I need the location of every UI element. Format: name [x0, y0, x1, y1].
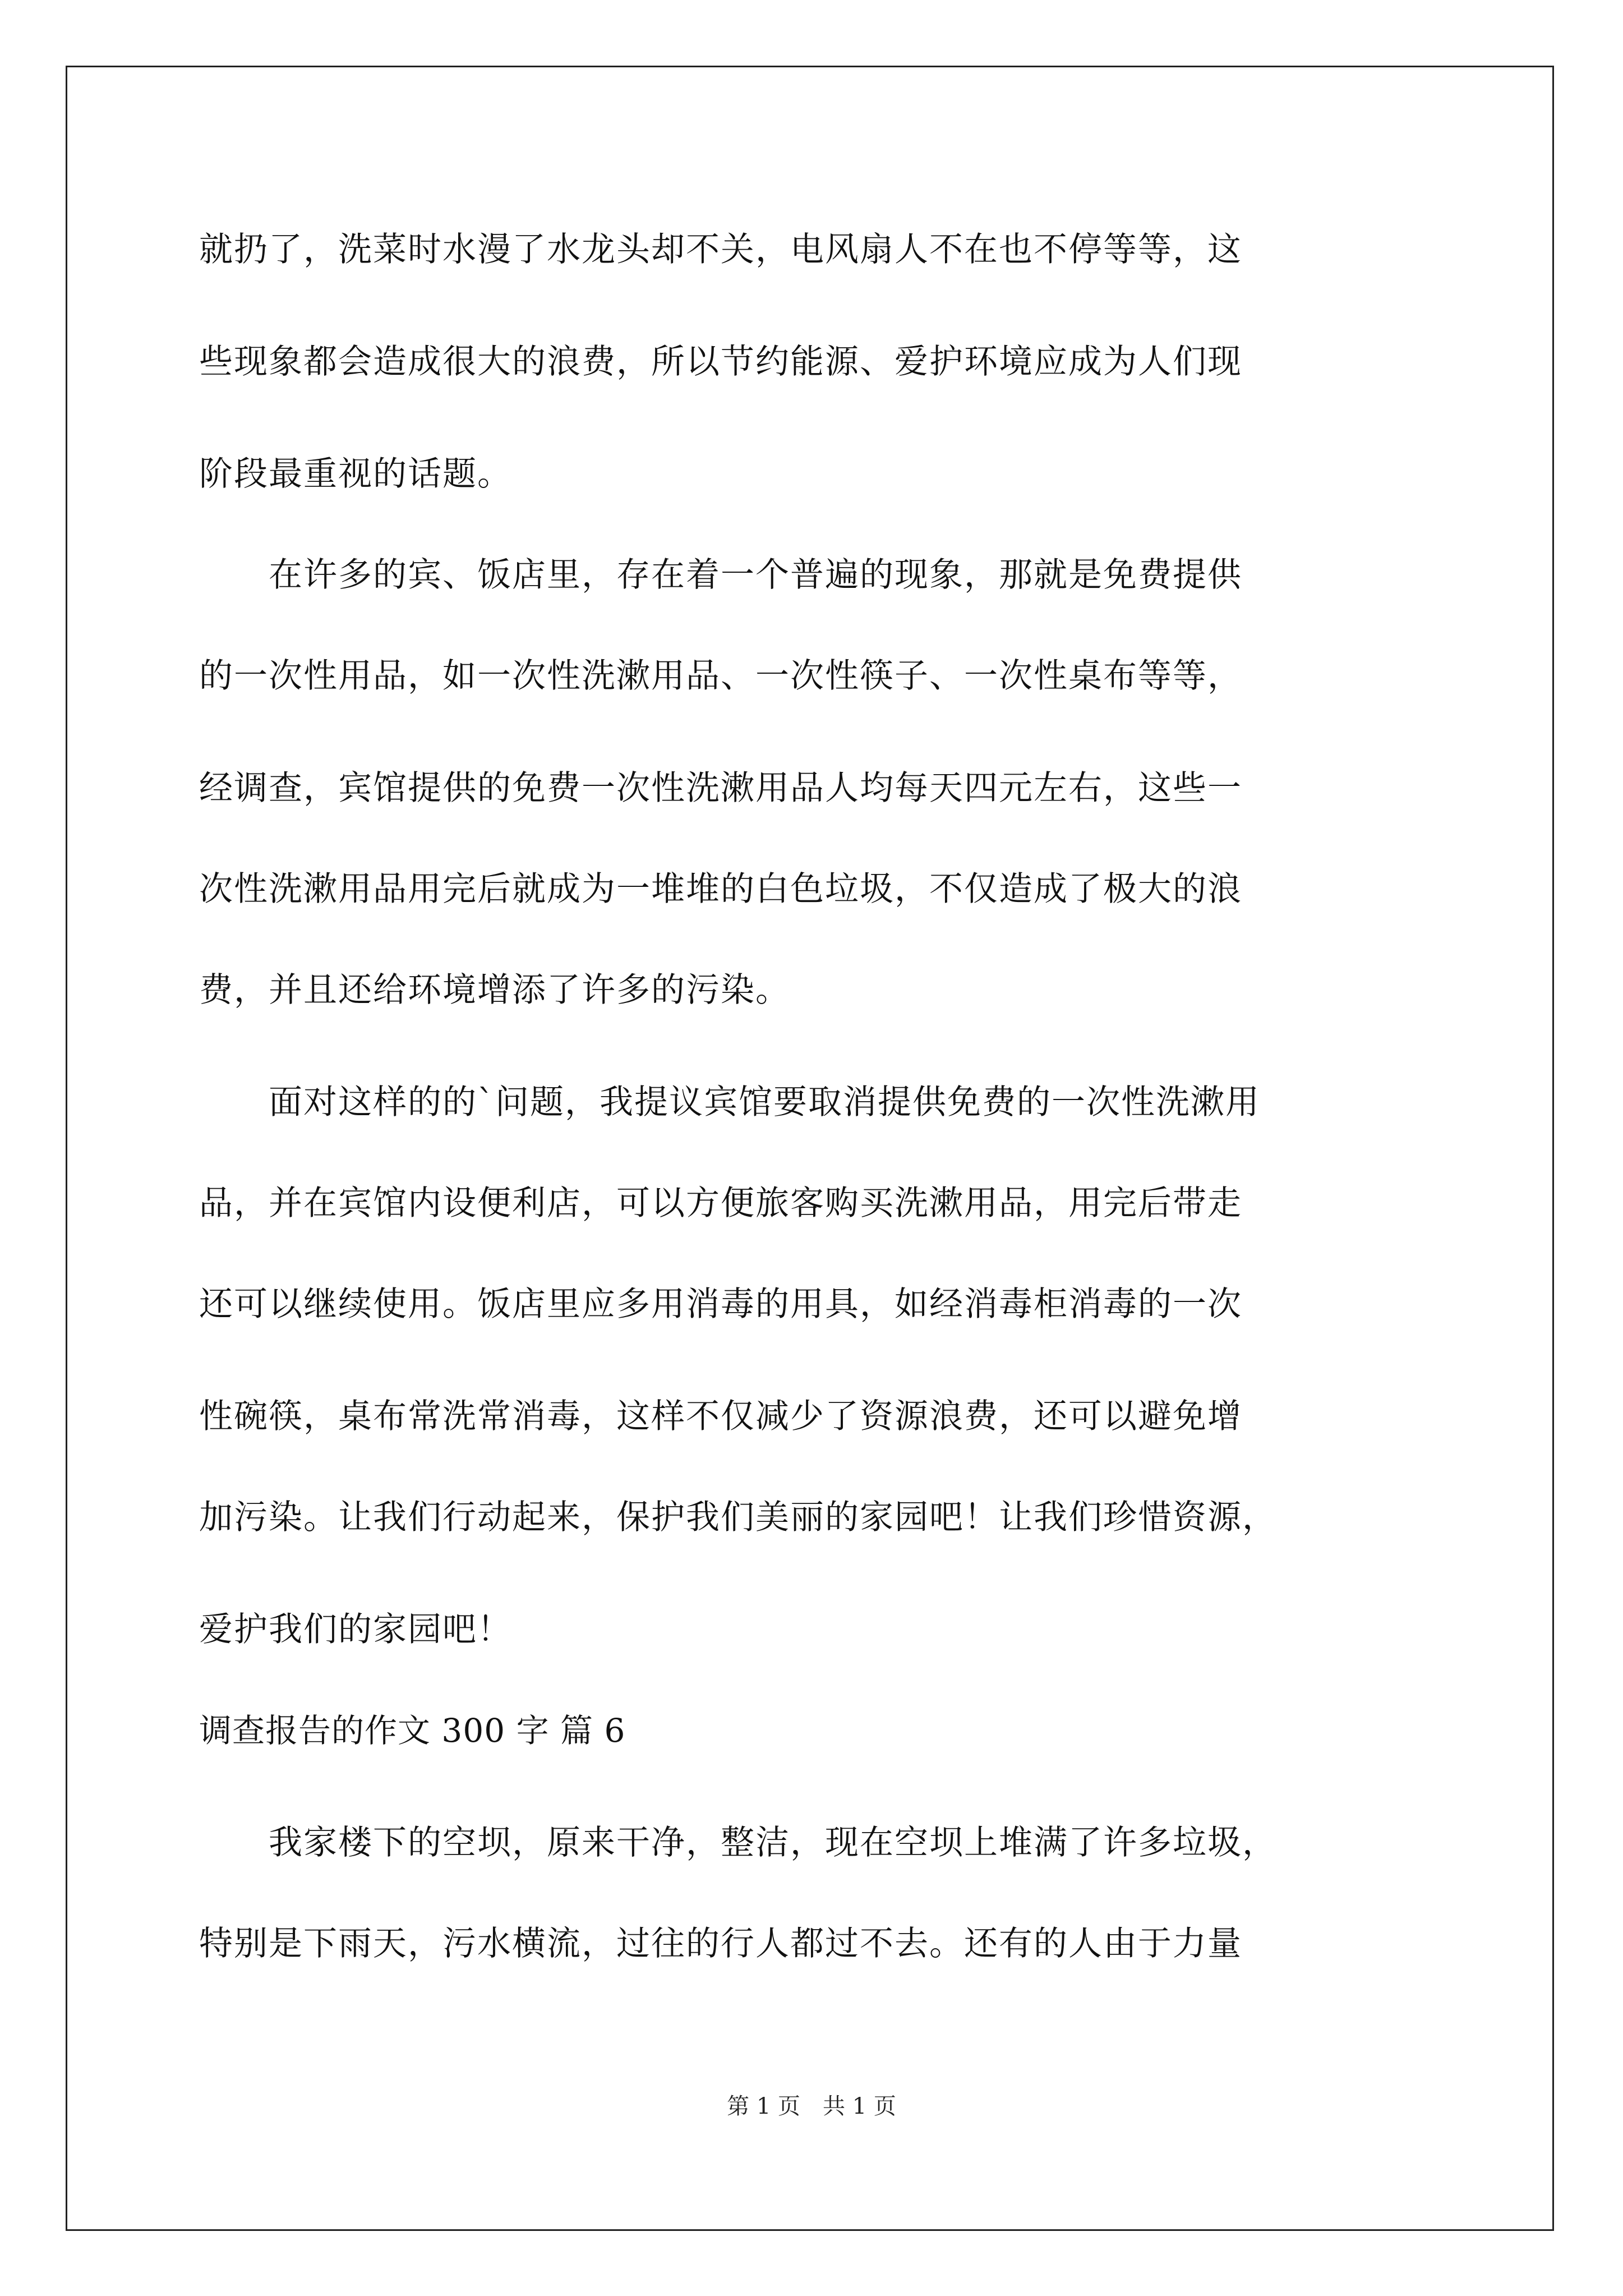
body-line: 在许多的宾、饭店里，存在着一个普遍的现象，那就是免费提供: [199, 555, 1242, 595]
body-line: 加污染。让我们行动起来，保护我们美丽的家园吧！让我们珍惜资源，: [199, 1498, 1277, 1537]
body-line: 特别是下雨天，污水横流，过往的行人都过不去。还有的人由于力量: [199, 1924, 1242, 1963]
body-line: 就扔了，洗菜时水漫了水龙头却不关，电风扇人不在也不停等等，这: [199, 230, 1242, 269]
page-number: 第 1 页 共 1 页: [727, 2093, 896, 2119]
body-line: 还可以继续使用。饭店里应多用消毒的用具，如经消毒柜消毒的一次: [199, 1285, 1242, 1324]
body-line: 次性洗漱用品用完后就成为一堆堆的白色垃圾，不仅造成了极大的浪: [199, 869, 1242, 909]
page-border: [66, 66, 1554, 2231]
body-line: 爱护我们的家园吧！: [199, 1610, 512, 1649]
body-line: 面对这样的的`问题，我提议宾馆要取消提供免费的一次性洗漱用: [199, 1083, 1260, 1122]
body-line: 阶段最重视的话题。: [199, 454, 512, 494]
body-line: 费，并且还给环境增添了许多的污染。: [199, 970, 790, 1010]
section-heading: 调查报告的作文 300 字 篇 6: [199, 1711, 626, 1750]
body-line: 我家楼下的空坝，原来干净，整洁，现在空坝上堆满了许多垃圾，: [199, 1823, 1277, 1862]
body-line: 些现象都会造成很大的浪费，所以节约能源、爱护环境应成为人们现: [199, 342, 1242, 381]
body-line: 的一次性用品，如一次性洗漱用品、一次性筷子、一次性桌布等等，: [199, 656, 1242, 696]
body-line: 性碗筷，桌布常洗常消毒，这样不仅减少了资源浪费，还可以避免增: [199, 1397, 1242, 1436]
body-line: 品，并在宾馆内设便利店，可以方便旅客购买洗漱用品，用完后带走: [199, 1184, 1242, 1223]
body-line: 经调查，宾馆提供的免费一次性洗漱用品人均每天四元左右，这些一: [199, 769, 1242, 808]
